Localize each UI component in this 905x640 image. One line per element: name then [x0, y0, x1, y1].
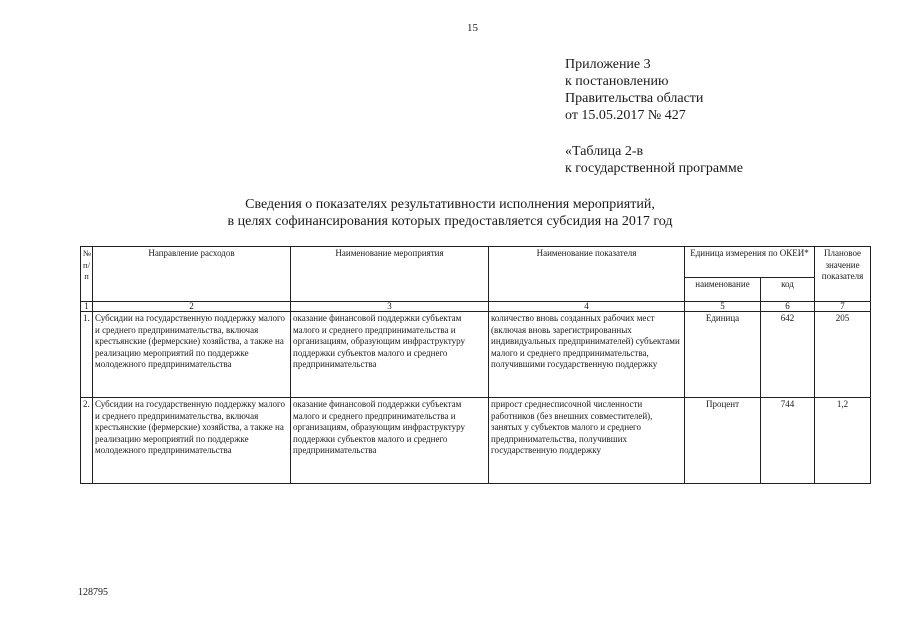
- header-unit-name: наименование: [685, 278, 761, 302]
- page-number: 15: [467, 22, 478, 34]
- index-cell: 7: [815, 302, 871, 312]
- table-ref-line: «Таблица 2-в: [565, 144, 644, 159]
- table-index-row: [81, 302, 871, 312]
- header-direction: Направление расходов: [93, 247, 291, 302]
- header-unit-code: код: [761, 278, 815, 302]
- header-plan: Плановое значение показателя: [815, 247, 871, 302]
- row-direction: Субсидии на государственную поддержку малого и среднего предпринимательства, включая крестьянские (фермерские) хозяйства, а также на реализацию мероприятий по поддержке молодежного предпринимательства: [93, 398, 291, 484]
- table-row: [81, 398, 871, 484]
- heading-line-2: в целях софинансирования которых предоставляется субсидия на 2017 год: [227, 214, 673, 229]
- row-num: 1.: [81, 312, 93, 398]
- row-unit-name: Процент: [685, 398, 761, 484]
- heading-line-1: Сведения о показателях результативности исполнения мероприятий,: [245, 197, 655, 212]
- appendix-block: [565, 56, 703, 124]
- row-num: 2.: [81, 398, 93, 484]
- row-unit-name: Единица: [685, 312, 761, 398]
- appendix-line: Приложение 3: [565, 57, 651, 72]
- table-header-row: [81, 247, 871, 278]
- appendix-line: Правительства области: [565, 91, 704, 106]
- row-direction: Субсидии на государственную поддержку малого и среднего предпринимательства, включая крестьянские (фермерские) хозяйства, а также на реализацию мероприятий по поддержке молодежного предпринимательства: [93, 312, 291, 398]
- index-cell: 6: [761, 302, 815, 312]
- appendix-line: от 15.05.2017 № 427: [565, 108, 686, 123]
- row-plan: 205: [815, 312, 871, 398]
- document-number: 128795: [78, 587, 108, 598]
- index-cell: 5: [685, 302, 761, 312]
- index-cell: 4: [489, 302, 685, 312]
- index-cell: 1: [81, 302, 93, 312]
- appendix-line: к постановлению: [565, 74, 669, 89]
- index-cell: 3: [291, 302, 489, 312]
- table-reference-block: [565, 143, 743, 177]
- index-cell: 2: [93, 302, 291, 312]
- header-event: Наименование мероприятия: [291, 247, 489, 302]
- row-event: оказание финансовой поддержки субъектам малого и среднего предпринимательства и организациям, образующим инфраструктуру поддержки субъектов малого и среднего предпринимательства: [291, 398, 489, 484]
- row-unit-code: 744: [761, 398, 815, 484]
- row-indicator: количество вновь созданных рабочих мест (включая вновь зарегистрированных индивидуальных предпринимателей) субъектами малого и среднего предпринимательства, получившими государственную поддержку: [489, 312, 685, 398]
- document-heading: [150, 196, 750, 230]
- table-row: [81, 312, 871, 398]
- table-ref-line: к государственной программе: [565, 161, 743, 176]
- row-plan: 1,2: [815, 398, 871, 484]
- header-num: № п/п: [81, 247, 93, 302]
- row-unit-code: 642: [761, 312, 815, 398]
- row-event: оказание финансовой поддержки субъектам малого и среднего предпринимательства и организациям, образующим инфраструктуру поддержки субъектов малого и среднего предпринимательства: [291, 312, 489, 398]
- row-indicator: прирост среднесписочной численности работников (без внешних совместителей), занятых у субъектов малого и среднего предпринимательства, получивших государственную поддержку: [489, 398, 685, 484]
- header-unit-group: Единица измерения по ОКЕИ*: [685, 247, 815, 278]
- indicators-table: [80, 246, 871, 484]
- header-indicator: Наименование показателя: [489, 247, 685, 302]
